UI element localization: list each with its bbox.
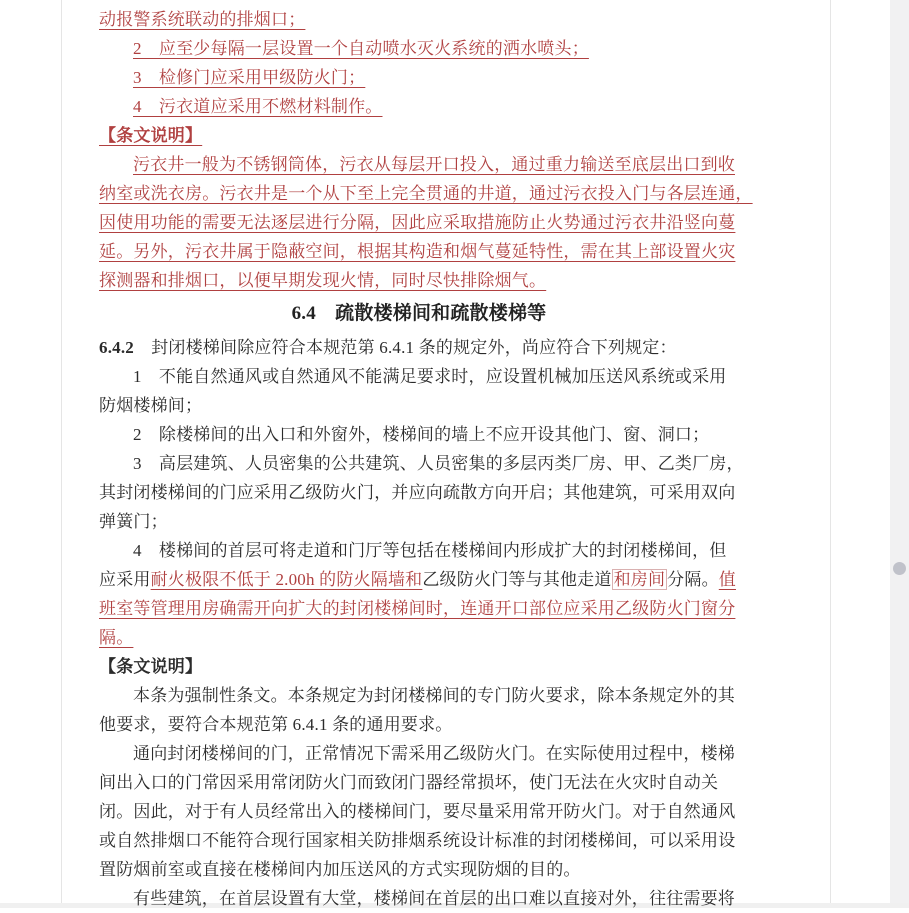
document-line: [99, 739, 739, 768]
document-line: [99, 652, 739, 681]
text-segment: 1 不能自然通风或自然通风不能满足要求时，应设置机械加压送风系统或采用: [133, 367, 727, 386]
text-segment: 闭。因此，对于有人员经常出入的楼梯间门，要尽量采用常开防火门。对于自然通风: [99, 802, 736, 821]
text-segment: 班室等管理用房确需开向扩大的封闭楼梯间时，连通开口部位应采用乙级防火门窗分: [99, 599, 736, 618]
text-segment: 通向封闭楼梯间的门，正常情况下需采用乙级防火门。在实际使用过程中，楼梯: [133, 744, 735, 763]
page-right-edge: [830, 0, 831, 908]
document-line: [99, 121, 739, 150]
document-line: [99, 391, 739, 420]
page-left-edge: [61, 0, 62, 908]
document-line: [99, 826, 739, 855]
text-segment: 耐火极限不低于 2.00h 的防火隔墙和: [150, 570, 423, 589]
text-segment: 2 除楼梯间的出入口和外窗外，楼梯间的墙上不应开设其他门、窗、洞口；: [133, 425, 710, 444]
text-segment: 有些建筑，在首层设置有大堂，楼梯间在首层的出口难以直接对外，往往需要将: [133, 889, 735, 908]
document-line: [99, 208, 739, 237]
text-segment: 4 污衣道应采用不燃材料制作。: [133, 97, 383, 116]
document-line: [99, 150, 739, 179]
document-line: [99, 449, 744, 478]
text-segment: 2 应至少每隔一层设置一个自动喷水灭火系统的洒水喷头；: [133, 39, 589, 58]
text-segment: 探测器和排烟口，以便早期发现火情，同时尽快排除烟气。: [99, 271, 547, 290]
text-segment: 污衣井一般为不锈钢筒体，污衣从每层开口投入，通过重力输送至底层出口到收: [133, 155, 735, 174]
document-line: [99, 594, 739, 623]
document-line: [99, 179, 753, 208]
document-line: [99, 884, 739, 913]
text-segment: 置防烟前室或直接在楼梯间内加压送风的方式实现防烟的目的。: [99, 860, 581, 879]
text-segment: 隔。: [99, 628, 134, 647]
text-segment: 他要求，要符合本规范第 6.4.1 条的通用要求。: [99, 715, 453, 734]
document-line: [99, 420, 739, 449]
document-line: [99, 855, 739, 884]
text-segment: 间出入口的门常因采用常闭防火门而致闭门器经常损坏，使门无法在火灾时自动关: [99, 773, 719, 792]
document-line: [99, 507, 739, 536]
document-line: [99, 768, 739, 797]
document-line: [99, 623, 739, 652]
section-heading: [99, 295, 739, 333]
document-line: [99, 34, 739, 63]
document-line: [99, 333, 739, 362]
text-segment: 分隔。: [667, 570, 719, 589]
document-line: [99, 536, 739, 565]
text-segment: 【条文说明】: [99, 126, 203, 145]
text-segment: 和房间: [613, 570, 666, 589]
text-segment: 本条为强制性条文。本条规定为封闭楼梯间的专门防火要求，除本条规定外的其: [133, 686, 735, 705]
text-segment: 6.4.2: [99, 338, 134, 357]
text-segment: 6.4 疏散楼梯间和疏散楼梯等: [291, 303, 547, 324]
document-line: [99, 710, 739, 739]
text-segment: 3 高层建筑、人员密集的公共建筑、人员密集的多层丙类厂房、甲、乙类厂房，: [133, 454, 744, 473]
text-segment: 其封闭楼梯间的门应采用乙级防火门，并应向疏散方向开启；其他建筑，可采用双向: [99, 483, 736, 502]
text-segment: 动报警系统联动的排烟口；: [99, 10, 306, 29]
text-segment: 防烟楼梯间；: [99, 396, 203, 415]
text-segment: 【条文说明】: [99, 657, 203, 676]
text-segment: 封闭楼梯间除应符合本规范第 6.4.1 条的规定外，尚应符合下列规定：: [134, 338, 677, 357]
document-line: [99, 237, 739, 266]
document-line: [99, 63, 739, 92]
document-page: [99, 5, 753, 913]
text-segment: 4 楼梯间的首层可将走道和门厅等包括在楼梯间内形成扩大的封闭楼梯间，但: [133, 541, 727, 560]
right-gutter: [890, 0, 909, 908]
document-line: [99, 5, 739, 34]
document-line: [99, 266, 739, 295]
text-segment: 弹簧门；: [99, 512, 168, 531]
document-line: [99, 362, 739, 391]
document-line: [99, 797, 739, 826]
document-line: [99, 565, 739, 594]
text-segment: 因使用功能的需要无法逐层进行分隔，因此应采取措施防止火势通过污衣井沿竖向蔓: [99, 213, 736, 232]
text-segment: 3 检修门应采用甲级防火门；: [133, 68, 366, 87]
text-segment: 值: [718, 570, 736, 589]
scroll-indicator-dot[interactable]: [893, 562, 906, 575]
text-segment: 或自然排烟口不能符合现行国家相关防排烟系统设计标准的封闭楼梯间，可以采用设: [99, 831, 736, 850]
text-segment: 应采用: [99, 570, 151, 589]
text-segment: 纳室或洗衣房。污衣井是一个从下至上完全贯通的井道，通过污衣投入门与各层连通，: [99, 184, 753, 203]
text-segment: 乙级防火门等与其他走道: [422, 570, 612, 589]
document-line: [99, 681, 739, 710]
document-line: [99, 478, 739, 507]
document-line: [99, 92, 739, 121]
text-segment: 延。另外，污衣井属于隐蔽空间，根据其构造和烟气蔓延特性，需在其上部设置火灾: [99, 242, 736, 261]
